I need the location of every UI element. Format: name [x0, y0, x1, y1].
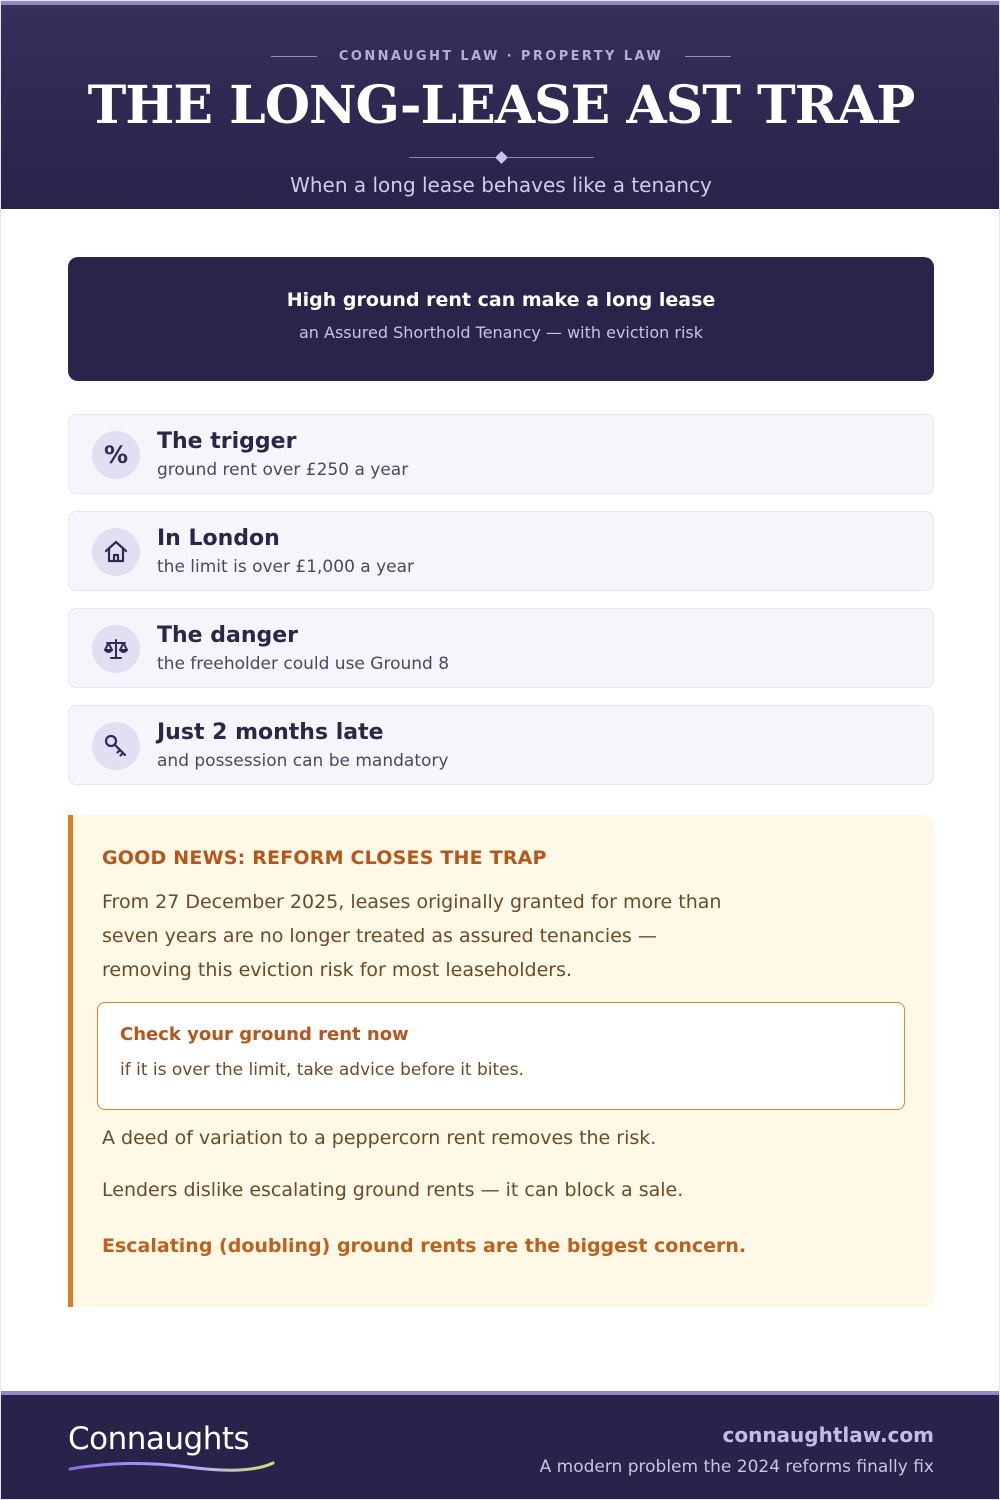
hero-subtitle: an Assured Shorthold Tenancy — with eviction risk — [298, 323, 704, 342]
fact-title: Just 2 months late — [157, 720, 384, 745]
website-link[interactable]: connaughtlaw.com — [722, 1423, 934, 1447]
ornament-divider — [1, 153, 1000, 162]
fact-title: The danger — [157, 623, 299, 648]
connaughts-logo — [68, 1421, 278, 1477]
page-title: THE LONG-LEASE AST TRAP — [87, 75, 915, 136]
footer-tagline: A modern problem the 2024 reforms finally fix — [539, 1457, 934, 1477]
logo-wordmark: Connaughts — [68, 1421, 250, 1457]
good-news-body: From 27 December 2025, leases originally granted for more than seven years are no longer treated as assured tenancies — removing this eviction risk for most leaseholders. — [102, 891, 722, 981]
hero-card — [68, 257, 934, 381]
fact-text: the freeholder could use Ground 8 — [157, 654, 450, 674]
good-news-point: Lenders dislike escalating ground rents — it can block a sale. — [102, 1179, 684, 1201]
fact-title: In London — [157, 526, 280, 551]
kicker-row — [1, 49, 1000, 64]
good-news-point: A deed of variation to a peppercorn rent removes the risk. — [102, 1127, 657, 1149]
fact-text: the limit is over £1,000 a year — [157, 557, 415, 577]
footer-banner — [1, 1391, 1000, 1500]
divider — [685, 56, 731, 57]
callout-box — [97, 1002, 905, 1110]
fact-card-trigger — [68, 414, 934, 494]
good-news-emphasis: Escalating (doubling) ground rents are the biggest concern. — [102, 1235, 747, 1257]
fact-text: and possession can be mandatory — [157, 751, 449, 771]
house-icon — [92, 528, 140, 576]
fact-title: The trigger — [157, 429, 297, 454]
callout-text: if it is over the limit, take advice before it bites. — [120, 1060, 524, 1080]
fact-text: ground rent over £250 a year — [157, 460, 409, 480]
callout-title: Check your ground rent now — [120, 1024, 409, 1045]
kicker-label: CONNAUGHT LAW · PROPERTY LAW — [338, 49, 664, 64]
scales-icon — [92, 625, 140, 673]
key-icon — [92, 722, 140, 770]
page-subtitle: When a long lease behaves like a tenancy — [290, 173, 712, 197]
fact-card-months-late — [68, 705, 934, 785]
header-banner — [1, 1, 1000, 209]
fact-card-london — [68, 511, 934, 591]
percent-icon: % — [92, 431, 140, 479]
good-news-panel — [68, 815, 934, 1307]
good-news-heading: GOOD NEWS: REFORM CLOSES THE TRAP — [102, 847, 547, 869]
logo-swoosh-icon — [68, 1459, 278, 1475]
fact-card-danger — [68, 608, 934, 688]
divider — [271, 56, 317, 57]
diamond-icon — [495, 151, 508, 164]
hero-title: High ground rent can make a long lease — [286, 289, 716, 311]
